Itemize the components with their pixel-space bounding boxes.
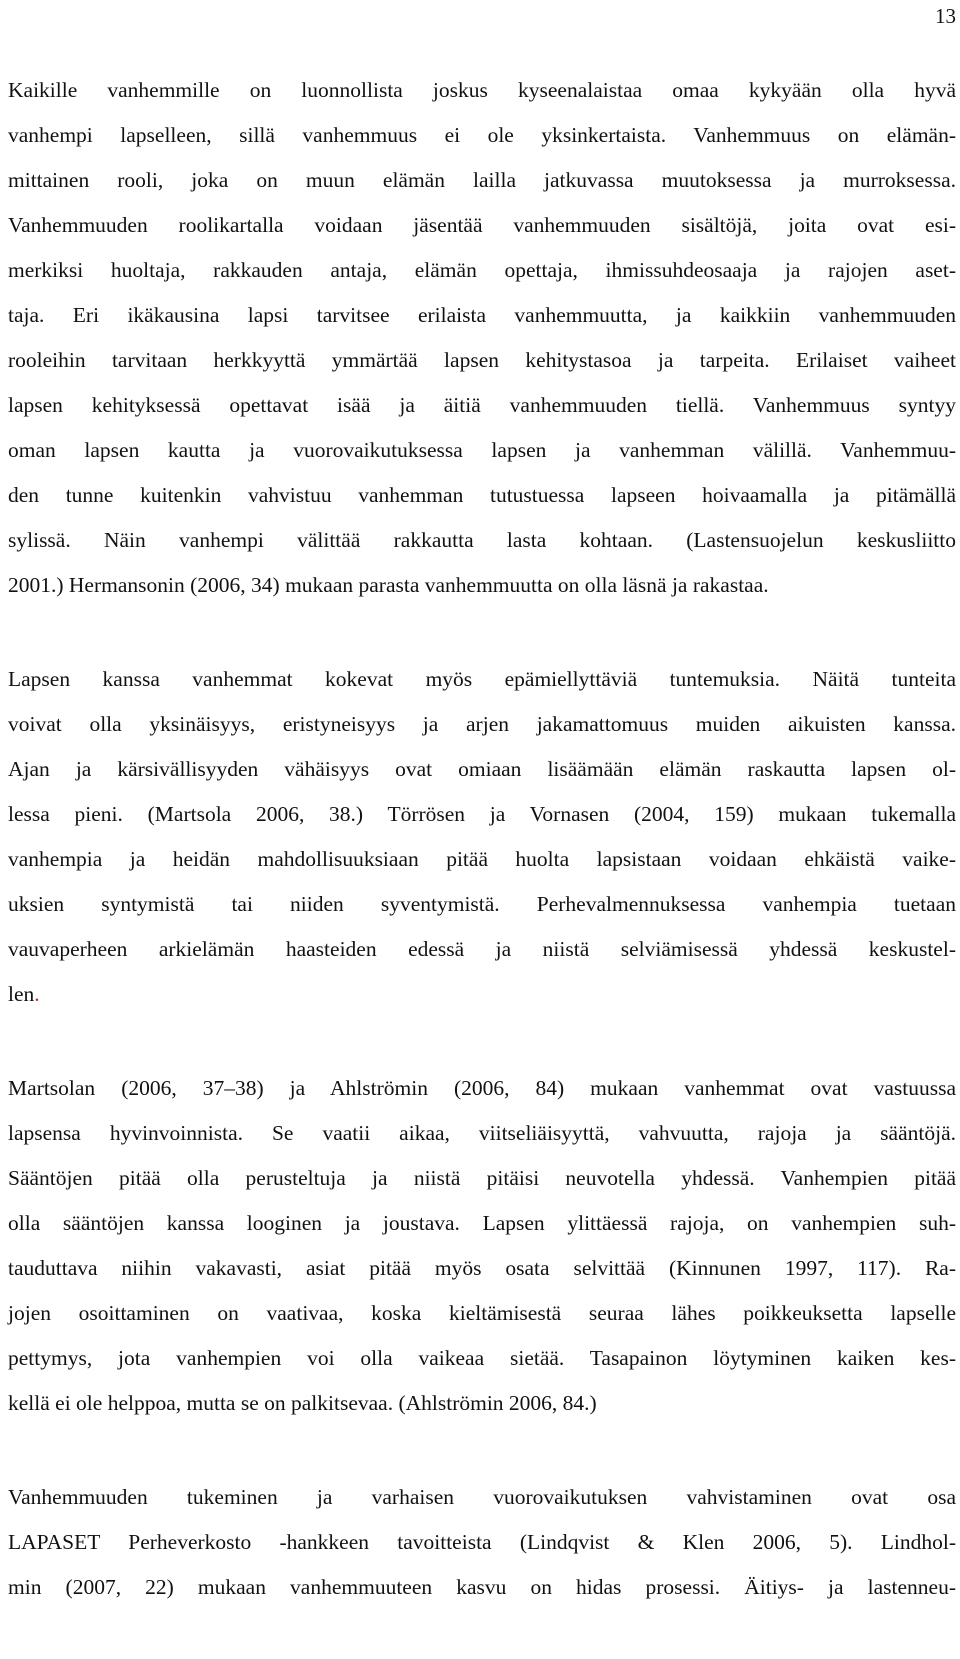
text-line — [8, 972, 956, 1017]
text-line: Vanhemmuuden tukeminen ja varhaisen vuorovaikutuksen vahvistaminen ovat osa — [8, 1485, 956, 1509]
red-period-mark: . — [34, 982, 40, 1006]
text-line: vauvaperheen arkielämän haasteiden edessä ja niistä selviämisessä yhdessä keskustel- — [8, 937, 956, 961]
text-line-fragment: len — [8, 982, 35, 1006]
text-line: oman lapsen kautta ja vuorovaikutuksessa lapsen ja vanhemman välillä. Vanhemmuu- — [8, 438, 956, 462]
text-line: min (2007, 22) mukaan vanhemmuuteen kasvu on hidas prosessi. Äitiys- ja lastenneu- — [8, 1575, 956, 1599]
text-line: lapsensa hyvinvoinnista. Se vaatii aikaa, viitseliäisyyttä, vahvuutta, rajoja ja sääntöjä. — [8, 1121, 956, 1145]
text-line: rooleihin tarvitaan herkkyyttä ymmärtää lapsen kehitystasoa ja tarpeita. Erilaiset vaiheet — [8, 348, 956, 372]
text-line: vanhempia ja heidän mahdollisuuksiaan pitää huolta lapsistaan voidaan ehkäistä vaike- — [8, 847, 956, 871]
text-line: Ajan ja kärsivällisyyden vähäisyys ovat omiaan lisäämään elämän raskautta lapsen ol- — [8, 757, 956, 781]
text-line: den tunne kuitenkin vahvistuu vanhemman tutustuessa lapseen hoivaamalla ja pitämällä — [8, 483, 956, 507]
text-line: voivat olla yksinäisyys, eristyneisyys ja arjen jakamattomuus muiden aikuisten kanssa. — [8, 712, 956, 736]
text-line: merkiksi huoltaja, rakkauden antaja, elämän opettaja, ihmissuhdeosaaja ja rajojen aset- — [8, 258, 956, 282]
text-line: 2001.) Hermansonin (2006, 34) mukaan parasta vanhemmuutta on olla läsnä ja rakastaa. — [8, 573, 769, 597]
paragraph-3 — [8, 1066, 956, 1426]
text-line: taja. Eri ikäkausina lapsi tarvitsee erilaista vanhemmuutta, ja kaikkiin vanhemmuuden — [8, 303, 956, 327]
text-line: mittainen rooli, joka on muun elämän lailla jatkuvassa muutoksessa ja murroksessa. — [8, 168, 956, 192]
text-line: LAPASET Perheverkosto -hankkeen tavoitteista (Lindqvist & Klen 2006, 5). Lindhol- — [8, 1530, 956, 1554]
text-line: Lapsen kanssa vanhemmat kokevat myös epämiellyttäviä tuntemuksia. Näitä tunteita — [8, 667, 956, 691]
text-line: Vanhemmuuden roolikartalla voidaan jäsentää vanhemmuuden sisältöjä, joita ovat esi- — [8, 213, 956, 237]
paragraph-2 — [8, 657, 956, 1017]
text-line: Martsolan (2006, 37–38) ja Ahlströmin (2006, 84) mukaan vanhemmat ovat vastuussa — [8, 1076, 956, 1100]
text-line: sylissä. Näin vanhempi välittää rakkautta lasta kohtaan. (Lastensuojelun keskusliitto — [8, 528, 956, 552]
text-line: Kaikille vanhemmille on luonnollista joskus kyseenalaistaa omaa kykyään olla hyvä — [8, 78, 956, 102]
document-body — [8, 68, 956, 1659]
paragraph-1 — [8, 68, 956, 608]
text-line: lapsen kehityksessä opettavat isää ja äitiä vanhemmuuden tiellä. Vanhemmuus syntyy — [8, 393, 956, 417]
text-line: lessa pieni. (Martsola 2006, 38.) Törrösen ja Vornasen (2004, 159) mukaan tukemalla — [8, 802, 956, 826]
paragraph-4 — [8, 1475, 956, 1610]
text-line: tauduttava niihin vakavasti, asiat pitää myös osata selvittää (Kinnunen 1997, 117). Ra- — [8, 1256, 956, 1280]
text-line: uksien syntymistä tai niiden syventymistä. Perhevalmennuksessa vanhempia tuetaan — [8, 892, 956, 916]
text-line: pettymys, jota vanhempien voi olla vaikeaa sietää. Tasapainon löytyminen kaiken kes- — [8, 1346, 956, 1370]
page-number: 13 — [935, 4, 956, 28]
text-line: olla sääntöjen kanssa looginen ja joustava. Lapsen ylittäessä rajoja, on vanhempien suh- — [8, 1211, 956, 1235]
text-line: jojen osoittaminen on vaativaa, koska kieltämisestä seuraa lähes poikkeuksetta lapselle — [8, 1301, 956, 1325]
text-line: vanhempi lapselleen, sillä vanhemmuus ei ole yksinkertaista. Vanhemmuus on elämän- — [8, 123, 956, 147]
text-line: Sääntöjen pitää olla perusteltuja ja niistä pitäisi neuvotella yhdessä. Vanhempien pitää — [8, 1166, 956, 1190]
text-line: kellä ei ole helppoa, mutta se on palkitsevaa. (Ahlströmin 2006, 84.) — [8, 1391, 597, 1415]
